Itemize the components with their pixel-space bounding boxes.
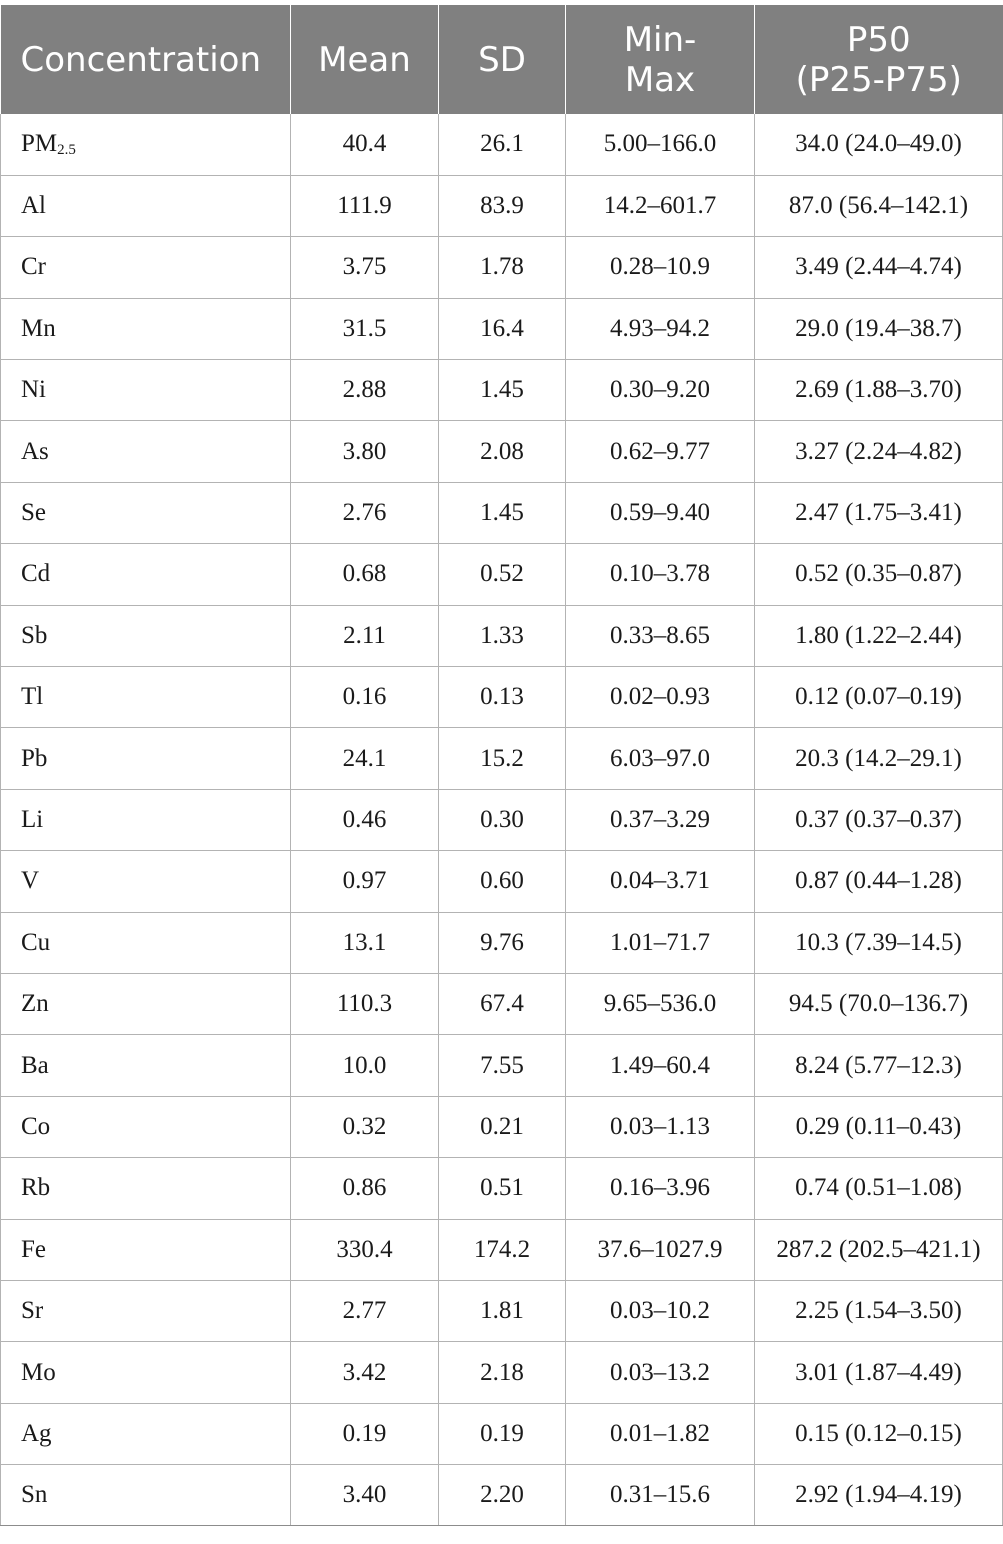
cell-sd: 1.45 <box>439 482 566 543</box>
element-name: Se <box>21 499 46 527</box>
header-mean: Mean <box>291 5 439 114</box>
cell-concentration <box>1 544 291 605</box>
table-row <box>1 1035 1003 1096</box>
cell-sd: 2.18 <box>439 1342 566 1403</box>
cell-min-max: 0.30–9.20 <box>566 360 755 421</box>
table-row <box>1 851 1003 912</box>
cell-p50: 34.0 (24.0–49.0) <box>755 114 1003 175</box>
table-row <box>1 544 1003 605</box>
cell-sd: 2.20 <box>439 1465 566 1526</box>
cell-p50: 2.47 (1.75–3.41) <box>755 482 1003 543</box>
cell-mean: 40.4 <box>291 114 439 175</box>
cell-min-max: 0.03–13.2 <box>566 1342 755 1403</box>
concentration-table <box>0 5 1003 1526</box>
table-row <box>1 114 1003 175</box>
cell-min-max: 5.00–166.0 <box>566 114 755 175</box>
cell-mean: 3.42 <box>291 1342 439 1403</box>
element-name: Zn <box>21 990 49 1018</box>
cell-sd: 0.13 <box>439 667 566 728</box>
cell-concentration <box>1 175 291 236</box>
cell-sd: 0.19 <box>439 1403 566 1464</box>
cell-sd: 0.21 <box>439 1096 566 1157</box>
table-row <box>1 728 1003 789</box>
cell-concentration <box>1 1035 291 1096</box>
table-row <box>1 605 1003 666</box>
cell-min-max: 0.37–3.29 <box>566 789 755 850</box>
element-subscript: 2.5 <box>57 141 76 158</box>
cell-min-max: 0.02–0.93 <box>566 667 755 728</box>
table-row <box>1 237 1003 298</box>
cell-min-max: 0.59–9.40 <box>566 482 755 543</box>
cell-mean: 0.86 <box>291 1158 439 1219</box>
cell-mean: 31.5 <box>291 298 439 359</box>
cell-sd: 1.81 <box>439 1280 566 1341</box>
cell-concentration <box>1 1280 291 1341</box>
cell-p50: 94.5 (70.0–136.7) <box>755 973 1003 1034</box>
cell-p50: 0.29 (0.11–0.43) <box>755 1096 1003 1157</box>
table-row <box>1 175 1003 236</box>
cell-mean: 13.1 <box>291 912 439 973</box>
cell-concentration <box>1 1219 291 1280</box>
header-p50: P50 (P25-P75) <box>755 5 1003 114</box>
cell-concentration <box>1 1342 291 1403</box>
cell-sd: 2.08 <box>439 421 566 482</box>
cell-sd: 9.76 <box>439 912 566 973</box>
table-body <box>1 114 1003 1526</box>
table-row <box>1 360 1003 421</box>
table-row <box>1 1219 1003 1280</box>
table-row <box>1 973 1003 1034</box>
cell-mean: 2.11 <box>291 605 439 666</box>
cell-mean: 2.88 <box>291 360 439 421</box>
element-name: Al <box>21 192 46 220</box>
cell-sd: 26.1 <box>439 114 566 175</box>
header-row <box>1 5 1003 114</box>
cell-p50: 1.80 (1.22–2.44) <box>755 605 1003 666</box>
cell-sd: 0.60 <box>439 851 566 912</box>
cell-concentration <box>1 851 291 912</box>
cell-min-max: 4.93–94.2 <box>566 298 755 359</box>
cell-mean: 0.16 <box>291 667 439 728</box>
cell-p50: 0.37 (0.37–0.37) <box>755 789 1003 850</box>
element-name: Mn <box>21 314 56 342</box>
cell-concentration <box>1 421 291 482</box>
cell-min-max: 0.03–1.13 <box>566 1096 755 1157</box>
cell-sd: 67.4 <box>439 973 566 1034</box>
element-name: Rb <box>21 1174 51 1202</box>
cell-min-max: 6.03–97.0 <box>566 728 755 789</box>
table-row <box>1 912 1003 973</box>
cell-min-max: 0.01–1.82 <box>566 1403 755 1464</box>
cell-p50: 0.12 (0.07–0.19) <box>755 667 1003 728</box>
cell-p50: 0.15 (0.12–0.15) <box>755 1403 1003 1464</box>
cell-concentration <box>1 482 291 543</box>
cell-mean: 2.76 <box>291 482 439 543</box>
element-name: Cu <box>21 928 51 956</box>
cell-min-max: 0.10–3.78 <box>566 544 755 605</box>
cell-concentration <box>1 1465 291 1526</box>
cell-p50: 20.3 (14.2–29.1) <box>755 728 1003 789</box>
cell-concentration <box>1 114 291 175</box>
element-name: Mo <box>21 1358 56 1386</box>
cell-min-max: 0.28–10.9 <box>566 237 755 298</box>
cell-concentration <box>1 298 291 359</box>
header-concentration: Concentration <box>1 5 291 114</box>
cell-mean: 3.80 <box>291 421 439 482</box>
cell-min-max: 0.03–10.2 <box>566 1280 755 1341</box>
cell-concentration <box>1 360 291 421</box>
cell-mean: 0.32 <box>291 1096 439 1157</box>
element-name: Sb <box>21 621 48 649</box>
cell-mean: 3.75 <box>291 237 439 298</box>
table-row <box>1 298 1003 359</box>
header-min-max: Min- Max <box>566 5 755 114</box>
cell-sd: 7.55 <box>439 1035 566 1096</box>
cell-p50: 2.25 (1.54–3.50) <box>755 1280 1003 1341</box>
table-row <box>1 789 1003 850</box>
element-name: PM <box>21 129 58 157</box>
cell-min-max: 14.2–601.7 <box>566 175 755 236</box>
element-name: As <box>21 437 49 465</box>
cell-min-max: 1.01–71.7 <box>566 912 755 973</box>
element-name: Tl <box>21 683 44 711</box>
table-row <box>1 667 1003 728</box>
element-name: Ag <box>21 1419 52 1447</box>
cell-mean: 0.68 <box>291 544 439 605</box>
table-row <box>1 482 1003 543</box>
cell-sd: 1.45 <box>439 360 566 421</box>
cell-sd: 0.52 <box>439 544 566 605</box>
cell-mean: 10.0 <box>291 1035 439 1096</box>
element-name: Ba <box>21 1051 49 1079</box>
cell-p50: 2.69 (1.88–3.70) <box>755 360 1003 421</box>
table-row <box>1 1280 1003 1341</box>
cell-mean: 0.46 <box>291 789 439 850</box>
cell-p50: 3.27 (2.24–4.82) <box>755 421 1003 482</box>
header-sd: SD <box>439 5 566 114</box>
table-header <box>1 5 1003 114</box>
table-row <box>1 1158 1003 1219</box>
element-name: Cr <box>21 253 46 281</box>
cell-p50: 0.52 (0.35–0.87) <box>755 544 1003 605</box>
table-row <box>1 421 1003 482</box>
element-name: Li <box>21 805 44 833</box>
cell-sd: 174.2 <box>439 1219 566 1280</box>
cell-p50: 0.87 (0.44–1.28) <box>755 851 1003 912</box>
cell-sd: 0.30 <box>439 789 566 850</box>
cell-mean: 110.3 <box>291 973 439 1034</box>
cell-concentration <box>1 912 291 973</box>
cell-p50: 8.24 (5.77–12.3) <box>755 1035 1003 1096</box>
cell-concentration <box>1 605 291 666</box>
cell-concentration <box>1 237 291 298</box>
cell-mean: 330.4 <box>291 1219 439 1280</box>
cell-p50: 2.92 (1.94–4.19) <box>755 1465 1003 1526</box>
cell-mean: 3.40 <box>291 1465 439 1526</box>
cell-concentration <box>1 1158 291 1219</box>
cell-concentration <box>1 1403 291 1464</box>
element-name: V <box>21 867 40 895</box>
cell-sd: 83.9 <box>439 175 566 236</box>
cell-concentration <box>1 973 291 1034</box>
cell-concentration <box>1 728 291 789</box>
cell-min-max: 0.16–3.96 <box>566 1158 755 1219</box>
cell-concentration <box>1 667 291 728</box>
element-name: Ni <box>21 376 46 404</box>
cell-mean: 2.77 <box>291 1280 439 1341</box>
cell-p50: 3.01 (1.87–4.49) <box>755 1342 1003 1403</box>
cell-min-max: 0.62–9.77 <box>566 421 755 482</box>
element-name: Sr <box>21 1297 44 1325</box>
table-row <box>1 1403 1003 1464</box>
cell-sd: 1.78 <box>439 237 566 298</box>
cell-min-max: 0.04–3.71 <box>566 851 755 912</box>
cell-min-max: 1.49–60.4 <box>566 1035 755 1096</box>
cell-min-max: 37.6–1027.9 <box>566 1219 755 1280</box>
element-name: Sn <box>21 1481 48 1509</box>
table-row <box>1 1465 1003 1526</box>
cell-sd: 0.51 <box>439 1158 566 1219</box>
cell-min-max: 0.33–8.65 <box>566 605 755 666</box>
cell-sd: 15.2 <box>439 728 566 789</box>
element-name: Cd <box>21 560 51 588</box>
cell-sd: 1.33 <box>439 605 566 666</box>
cell-p50: 10.3 (7.39–14.5) <box>755 912 1003 973</box>
element-name: Fe <box>21 1235 46 1263</box>
cell-p50: 29.0 (19.4–38.7) <box>755 298 1003 359</box>
cell-p50: 0.74 (0.51–1.08) <box>755 1158 1003 1219</box>
cell-sd: 16.4 <box>439 298 566 359</box>
cell-mean: 111.9 <box>291 175 439 236</box>
cell-p50: 3.49 (2.44–4.74) <box>755 237 1003 298</box>
cell-concentration <box>1 1096 291 1157</box>
cell-p50: 87.0 (56.4–142.1) <box>755 175 1003 236</box>
cell-mean: 24.1 <box>291 728 439 789</box>
element-name: Pb <box>21 744 48 772</box>
cell-min-max: 9.65–536.0 <box>566 973 755 1034</box>
table-row <box>1 1096 1003 1157</box>
element-name: Co <box>21 1112 51 1140</box>
cell-p50: 287.2 (202.5–421.1) <box>755 1219 1003 1280</box>
cell-min-max: 0.31–15.6 <box>566 1465 755 1526</box>
cell-concentration <box>1 789 291 850</box>
table-row <box>1 1342 1003 1403</box>
cell-mean: 0.19 <box>291 1403 439 1464</box>
cell-mean: 0.97 <box>291 851 439 912</box>
